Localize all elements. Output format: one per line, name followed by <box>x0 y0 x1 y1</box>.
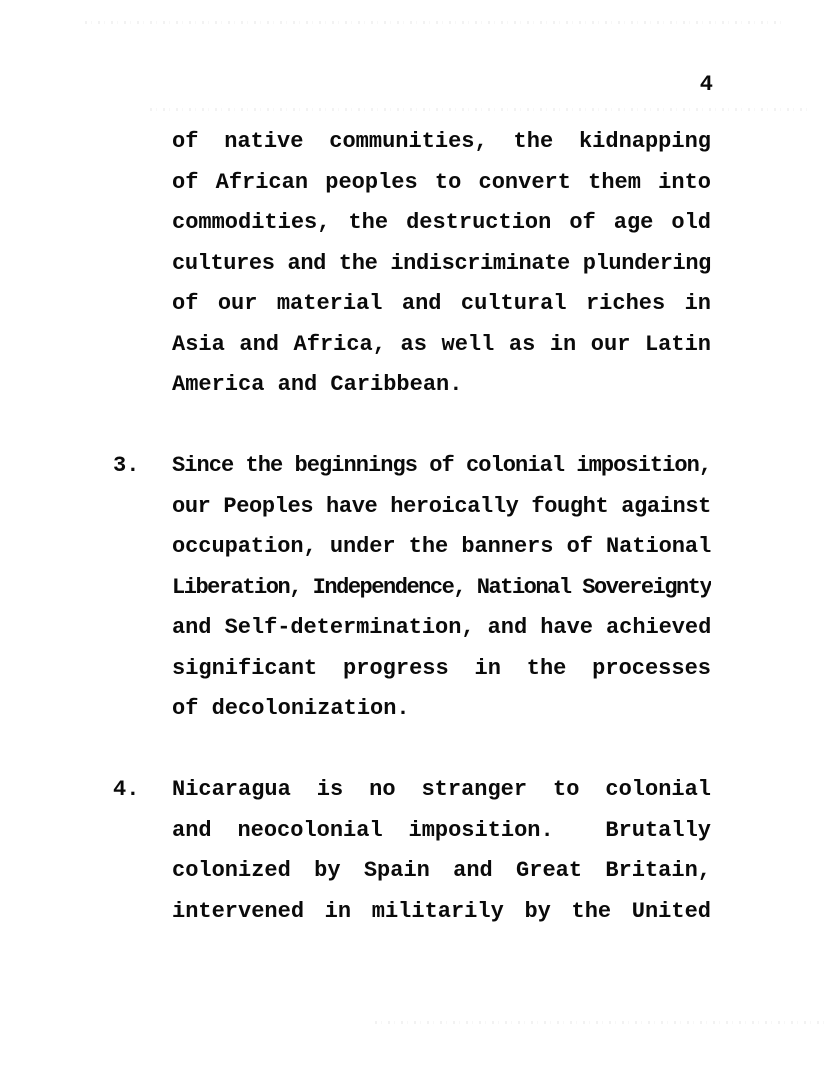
list-marker <box>113 122 172 406</box>
paragraph <box>113 122 711 406</box>
text-line: colonized by Spain and Great Britain, <box>172 858 711 883</box>
text-line: Nicaragua is no stranger to colonial <box>172 777 711 802</box>
text-line: commodities, the destruction of age old <box>172 210 711 235</box>
paragraph <box>113 770 711 932</box>
text-line: America and Caribbean. <box>172 372 463 397</box>
text-line: and neocolonial imposition. Brutally <box>172 817 711 843</box>
page-number: 4 <box>699 72 713 97</box>
text-line: Liberation, Independence, National Sovereignty <box>172 574 711 600</box>
text-line: of native communities, the kidnapping <box>172 129 711 154</box>
scan-artifact <box>375 1021 825 1024</box>
text-line: occupation, under the banners of National <box>172 534 711 559</box>
paragraph-text <box>172 770 711 932</box>
text-line: intervened in militarily by the United <box>172 898 711 924</box>
scan-artifact <box>85 21 785 24</box>
paragraph-text <box>172 122 711 406</box>
text-line: and Self-determination, and have achieved <box>172 615 711 640</box>
paragraph-text <box>172 446 711 730</box>
paragraph <box>113 446 711 730</box>
text-line: of decolonization. <box>172 696 410 721</box>
text-line: of our material and cultural riches in <box>172 291 711 316</box>
list-marker: 3. <box>113 453 140 478</box>
text-line: Asia and Africa, as well as in our Latin <box>172 331 711 357</box>
scan-artifact <box>150 108 810 111</box>
text-line: significant progress in the processes <box>172 655 711 681</box>
document-body <box>113 122 711 932</box>
text-line: cultures and the indiscriminate plundering <box>172 250 711 276</box>
list-marker: 4. <box>113 777 140 802</box>
text-line: our Peoples have heroically fought against <box>172 493 711 519</box>
text-line: of African peoples to convert them into <box>172 169 711 195</box>
text-line: Since the beginnings of colonial imposition, <box>172 453 711 478</box>
